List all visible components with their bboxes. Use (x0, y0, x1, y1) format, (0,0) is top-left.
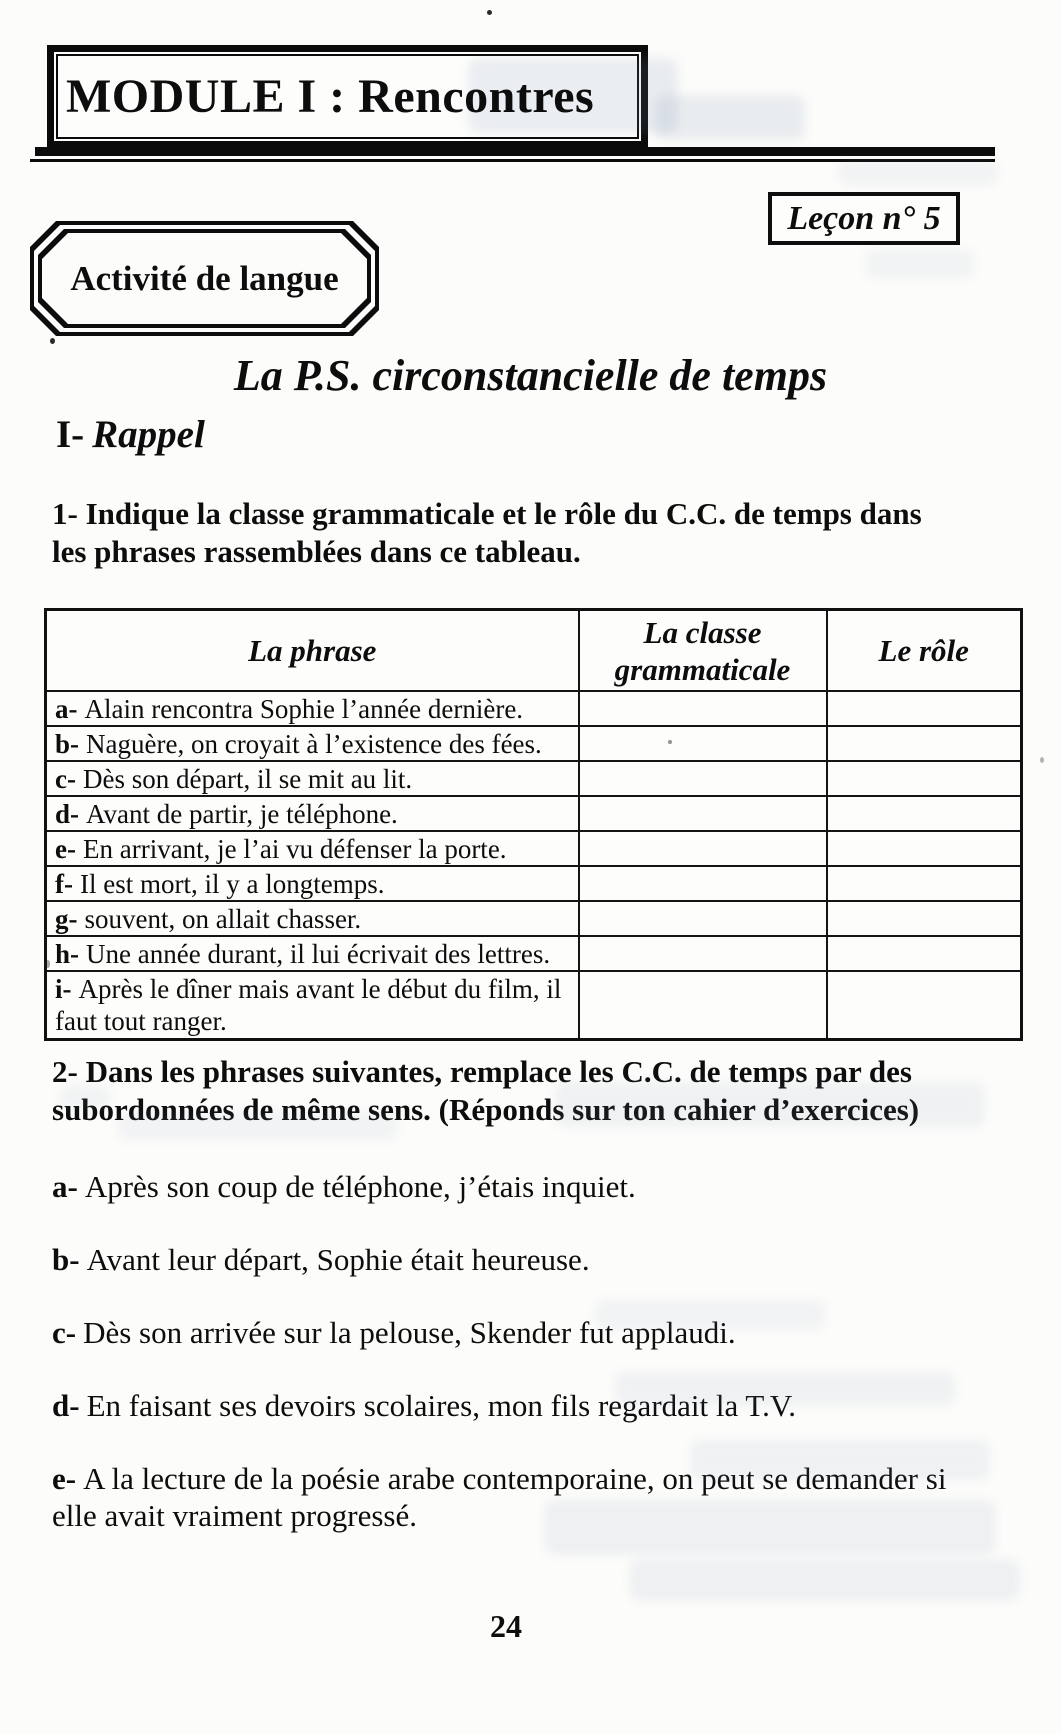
item-sentence: Une année durant, il lui écrivait des lettres. (86, 938, 551, 969)
list-item (52, 1241, 974, 1278)
lesson-badge (768, 192, 960, 245)
exercise1-instruction: 1- Indique la classe grammaticale et le rôle du C.C. de temps dans les phrases rassemblées dans ce tableau. (52, 496, 922, 569)
answer-cell-role (827, 691, 1022, 726)
phrase-cell (46, 796, 579, 831)
item-sentence: Il est mort, il y a longtemps. (79, 868, 385, 899)
exercise2-instruction: 2- Dans les phrases suivantes, remplace les C.C. de temps par des subordonnées de même sens. (Réponds sur ton cahier d’exercices) (52, 1054, 920, 1127)
answer-cell-role (827, 761, 1022, 796)
answer-cell-classe (579, 691, 827, 726)
column-header-role: Le rôle (827, 610, 1022, 692)
list-item (52, 1314, 974, 1351)
answer-cell-classe (579, 866, 827, 901)
phrase-cell (46, 866, 579, 901)
phrase-cell (46, 971, 579, 1040)
item-letter: b- (52, 1242, 80, 1277)
answer-cell-role (827, 971, 1022, 1040)
item-letter: c- (52, 1315, 77, 1350)
table-row (46, 691, 1022, 726)
activity-badge-label: Activité de langue (70, 258, 339, 298)
item-sentence: Après son coup de téléphone, j’étais inquiet. (84, 1169, 636, 1204)
section-numeral: I- (56, 413, 85, 456)
item-letter: d- (55, 798, 80, 829)
header-rule-thin (30, 159, 995, 162)
item-sentence: Dès son arrivée sur la pelouse, Skender fut applaudi. (83, 1315, 736, 1350)
item-letter: h- (55, 938, 80, 969)
item-letter: g- (55, 903, 78, 934)
answer-cell-role (827, 901, 1022, 936)
answer-cell-classe (579, 971, 827, 1040)
item-sentence: Avant de partir, je téléphone. (86, 798, 398, 829)
item-sentence: En faisant ses devoirs scolaires, mon fils regardait la T.V. (86, 1388, 796, 1423)
answer-cell-classe (579, 831, 827, 866)
list-item (52, 1168, 974, 1205)
phrase-cell (46, 691, 579, 726)
item-sentence: A la lecture de la poésie arabe contemporaine, on peut se demander si elle avait vraiment progressé. (52, 1461, 947, 1533)
item-sentence: Après le dîner mais avant le début du film, il faut tout ranger. (55, 974, 562, 1036)
answer-cell-classe (579, 726, 827, 761)
item-sentence: Naguère, on croyait à l’existence des fées. (86, 728, 542, 759)
phrase-cell (46, 831, 579, 866)
answer-cell-role (827, 726, 1022, 761)
answer-cell-classe (579, 901, 827, 936)
table-row (46, 901, 1022, 936)
item-letter: a- (52, 1169, 78, 1204)
phrase-cell (46, 761, 579, 796)
phrase-cell (46, 726, 579, 761)
answer-cell-role (827, 831, 1022, 866)
page-number: 24 (490, 1608, 522, 1644)
item-letter: a- (55, 693, 78, 724)
phrase-cell (46, 936, 579, 971)
item-letter: i- (55, 974, 72, 1004)
answer-cell-classe (579, 796, 827, 831)
scan-speck (50, 338, 55, 344)
page-title: La P.S. circonstancielle de temps (233, 351, 828, 400)
activity-badge (30, 221, 379, 336)
lesson-badge-label: Leçon n° 5 (787, 199, 941, 237)
column-header-classe: La classe grammaticale (579, 610, 827, 692)
table-row (46, 796, 1022, 831)
item-letter: e- (52, 1461, 77, 1496)
scan-artifact (838, 160, 998, 185)
answer-cell-role (827, 796, 1022, 831)
answer-cell-role (827, 866, 1022, 901)
item-letter: b- (55, 728, 80, 759)
item-letter: d- (52, 1388, 80, 1423)
section-name: Rappel (92, 413, 205, 456)
table-row (46, 866, 1022, 901)
table-row (46, 761, 1022, 796)
scan-speck (487, 10, 492, 15)
item-letter: f- (55, 868, 73, 899)
item-letter: e- (55, 833, 76, 864)
answer-cell-classe (579, 761, 827, 796)
table-row (46, 831, 1022, 866)
list-item (52, 1387, 974, 1424)
table-header-row (46, 610, 1022, 692)
header-rule-thick (35, 147, 995, 156)
module-header-box (47, 45, 648, 148)
item-sentence: Avant leur départ, Sophie était heureuse. (86, 1242, 590, 1277)
table-row (46, 726, 1022, 761)
scan-speck (1040, 757, 1044, 763)
phrase-cell (46, 901, 579, 936)
grammar-table (44, 608, 1023, 1041)
answer-cell-role (827, 936, 1022, 971)
column-header-phrase: La phrase (46, 610, 579, 692)
module-title: MODULE I : Rencontres (66, 70, 595, 123)
item-sentence: Dès son départ, il se mit au lit. (82, 763, 413, 794)
answer-cell-classe (579, 936, 827, 971)
scan-artifact (865, 250, 975, 278)
item-sentence: Alain rencontra Sophie l’année dernière. (84, 693, 524, 724)
item-sentence: souvent, on allait chasser. (84, 903, 362, 934)
item-letter: c- (55, 763, 76, 794)
table-row (46, 971, 1022, 1040)
exercise2-items (52, 1168, 974, 1570)
table-row (46, 936, 1022, 971)
list-item (52, 1460, 974, 1534)
scan-artifact (655, 95, 805, 140)
section-heading (56, 412, 205, 457)
item-sentence: En arrivant, je l’ai vu défenser la porte. (82, 833, 507, 864)
